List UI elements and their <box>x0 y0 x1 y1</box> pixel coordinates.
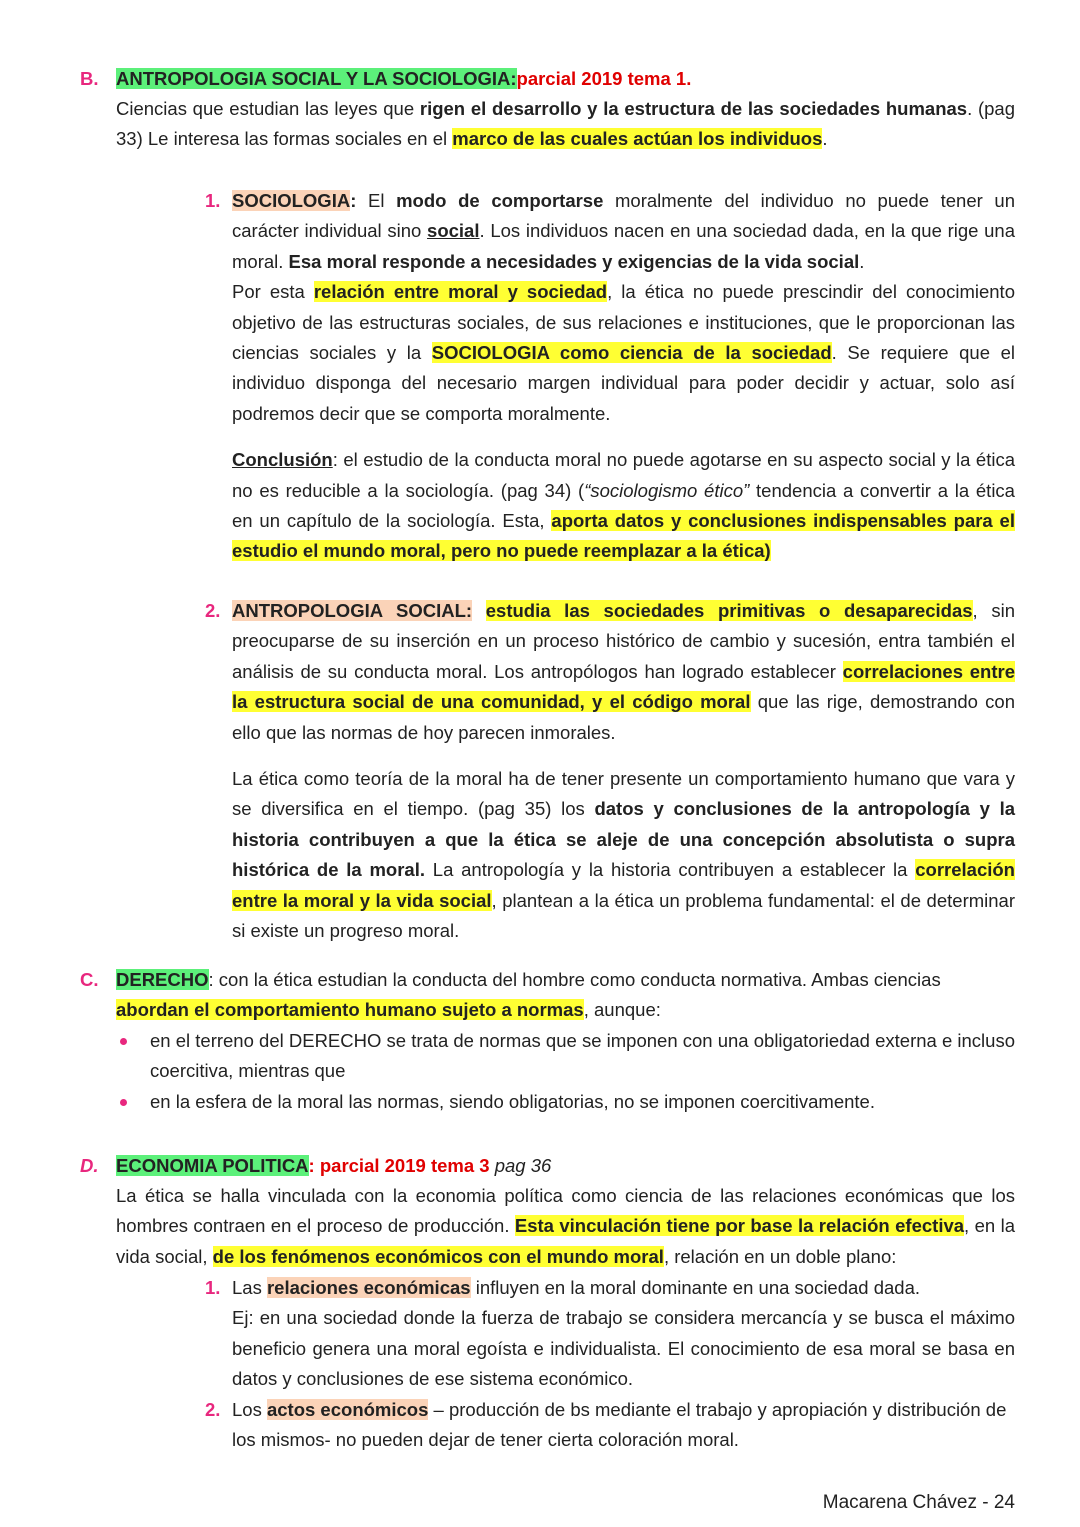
page-reference: pag 36 <box>489 1155 552 1176</box>
exam-note: parcial 2019 tema 1. <box>516 68 692 89</box>
text: El <box>356 190 397 211</box>
paragraph <box>232 764 1015 946</box>
text: , sin preocuparse de su inserción en un proceso histórico de cambio y sucesión, entra también el análisis de su conducta moral. Los antropólogos han logrado establecer <box>232 600 1015 682</box>
highlighted-text: Esta vinculación tiene por base la relación efectiva <box>514 1215 965 1237</box>
section-title: DERECHO <box>116 969 209 990</box>
section-d-intro <box>116 1181 1015 1272</box>
bold-text: datos y conclusiones de la antropología y la historia contribuyen a que la ética se aleje de una concepción absolutista o supra histórica de la moral. <box>232 798 1015 881</box>
conclusion-paragraph <box>232 445 1015 567</box>
highlighted-text: aporta datos y conclusiones indispensables para el estudio el mundo moral, pero no puede reemplazar a la ética) <box>232 510 1015 562</box>
text: Ej: en una sociedad donde la fuerza de trabajo se considera mercancía y se busca el máximo beneficio genera una moral egoísta e individualista. El conocimiento de esa moral se basa en datos y conclusiones de ese sistema económico. <box>232 1307 1015 1390</box>
text: – producción de bs mediante el trabajo y apropiación y distribución de los mismos- no pueden dejar de tener cierta coloración moral. <box>232 1399 1007 1451</box>
highlighted-text: correlaciones entre la estructura social de una comunidad, y el código moral <box>232 660 1015 713</box>
bullet-list <box>80 1026 1015 1117</box>
text: en la esfera de la moral las normas, siendo obligatorias, no se imponen coercitivamente. <box>150 1090 875 1112</box>
section-c <box>80 965 1015 1117</box>
text: Por esta <box>232 281 314 303</box>
text: . <box>822 128 828 150</box>
text: , aunque: <box>583 999 661 1021</box>
section-c-heading <box>80 965 1015 995</box>
section-letter: B. <box>80 68 99 89</box>
page-footer: Macarena Chávez - 24 <box>822 1492 1015 1513</box>
paragraph <box>232 277 1015 429</box>
highlighted-text: de los fenómenos económicos con el mundo moral <box>212 1245 664 1267</box>
text: en el terreno del DERECHO se trata de normas que se imponen con una obligatoriedad externa e incluso coercitiva, mientras que <box>150 1029 1015 1082</box>
italic-text: “sociologismo ético” <box>584 479 750 501</box>
section-b-heading <box>80 64 1015 94</box>
text: . Se requiere que el individuo disponga del necesario margen individual para poder decidir y actuar, solo así podremos decir que se comporta moralmente. <box>232 342 1015 424</box>
item-title: SOCIOLOGIA <box>232 190 351 211</box>
section-d-heading <box>80 1151 1015 1181</box>
paragraph <box>232 1395 1015 1456</box>
text: moralmente del individuo no puede tener un carácter individual sino <box>232 190 1015 242</box>
list-item-actos-economicos <box>205 1395 1015 1456</box>
section-title: ECONOMIA POLITICA <box>116 1155 309 1176</box>
bold-text: modo de comportarse <box>396 190 604 211</box>
item-title: ANTROPOLOGIA SOCIAL: <box>232 600 473 621</box>
bullet-icon <box>120 1038 127 1045</box>
list-item-sociologia <box>205 186 1015 567</box>
bullet-item <box>80 1026 1015 1087</box>
text: : el estudio de la conducta moral no puede agotarse en su aspecto social y la ética no es reducible a la sociología. (pag 34) ( <box>232 449 1015 501</box>
text: que las rige, demostrando con ello que las normas de hoy parecen inmorales. <box>232 691 1015 743</box>
paragraph <box>232 1303 1015 1394</box>
conclusion-label: Conclusión <box>232 449 333 471</box>
item-number: 1. <box>205 1277 221 1298</box>
text: Los <box>232 1399 267 1420</box>
text <box>472 600 486 621</box>
text: , la ética no puede prescindir del conocimiento objetivo de las estructuras sociales, de sus relaciones e instituciones, que le proporcionan las ciencias sociales y la <box>232 281 1015 364</box>
underlined-text: social <box>427 220 480 242</box>
item-number: 2. <box>205 1399 221 1420</box>
paragraph <box>232 1273 1015 1303</box>
bold-text: rigen el desarrollo y la estructura de las sociedades humanas <box>419 98 968 119</box>
text: La antropología y la historia contribuyen a establecer la <box>425 859 916 881</box>
text: : con la ética estudian la conducta del hombre como conducta normativa. Ambas ciencias <box>208 969 941 990</box>
text: , en la vida social, <box>116 1215 1015 1267</box>
text: : <box>350 190 357 211</box>
section-b-intro <box>116 94 1015 155</box>
section-d <box>80 1151 1015 1272</box>
text: La ética se halla vinculada con la economia política como ciencia de las relaciones económicas que los hombres contraen en el proceso de producción. <box>116 1185 1015 1237</box>
highlighted-text: abordan el comportamiento humano sujeto a normas <box>116 999 584 1021</box>
bold-text: Esa moral responde a necesidades y exigencias de la vida social <box>288 250 860 272</box>
bullet-icon <box>120 1099 127 1106</box>
exam-note: parcial 2019 tema 3 <box>314 1155 490 1176</box>
section-letter: D. <box>80 1155 99 1176</box>
text: influyen en la moral dominante en una sociedad dada. <box>470 1277 921 1298</box>
section-title: ANTROPOLOGIA SOCIAL Y LA SOCIOLOGIA: <box>116 68 517 89</box>
text: tendencia a convertir a la ética en un capítulo de la sociología. Esta, <box>232 479 1015 532</box>
text: . Los individuos nacen en una sociedad dada, en la que rige una moral. <box>232 220 1015 272</box>
highlighted-text: estudia las sociedades primitivas o desaparecidas <box>485 600 973 621</box>
highlighted-text: correlación entre la moral y la vida social <box>232 859 1015 911</box>
section-b <box>80 64 1015 155</box>
text: La ética como teoría de la moral ha de tener presente un comportamiento humano que vara y se diversifica en el tiempo. (pag 35) los <box>232 768 1015 820</box>
text: . (pag 33) Le interesa las formas sociales en el <box>116 98 1015 150</box>
highlighted-text: relaciones económicas <box>266 1277 471 1298</box>
section-letter: C. <box>80 969 99 990</box>
text: , relación en un doble plano: <box>663 1245 897 1267</box>
text: Las <box>232 1277 267 1298</box>
highlighted-text: actos económicos <box>266 1399 429 1420</box>
text: , plantean a la ética un problema fundamental: el de determinar si existe un progreso moral. <box>232 889 1015 942</box>
paragraph <box>232 186 1015 277</box>
text: Ciencias que estudian las leyes que <box>116 98 420 119</box>
item-number: 1. <box>205 190 221 211</box>
bullet-item <box>80 1087 1015 1117</box>
text: . <box>859 250 865 272</box>
highlighted-text: SOCIOLOGIA como ciencia de la sociedad <box>431 342 832 364</box>
highlighted-text: marco de las cuales actúan los individuos <box>452 128 823 150</box>
text: : <box>308 1155 315 1176</box>
item-number: 2. <box>205 600 221 621</box>
section-c-intro <box>116 995 1015 1025</box>
list-item-relaciones-economicas <box>205 1273 1015 1395</box>
paragraph <box>232 596 1015 748</box>
list-item-antropologia-social <box>205 596 1015 946</box>
highlighted-text: relación entre moral y sociedad <box>313 281 608 303</box>
